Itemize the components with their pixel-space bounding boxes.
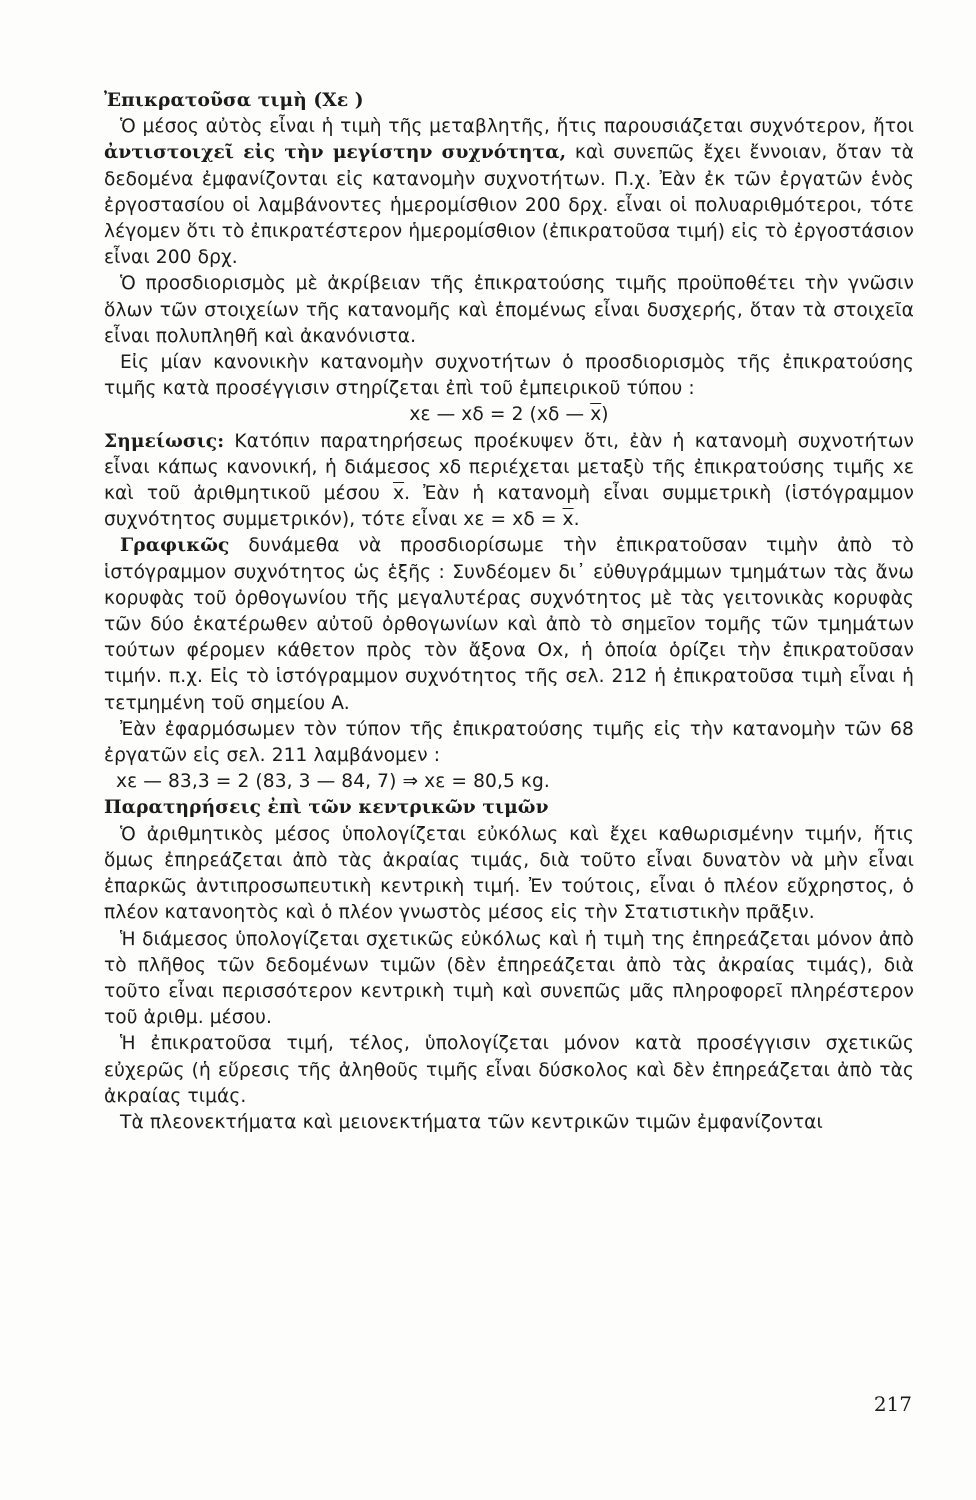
paragraph-apply-formula: Ἐὰν ἐφαρμόσωμεν τὸν τύπον τῆς ἐπικρατούσης τιμῆς εἰς τὴν κατανομὴν τῶν 68 ἐργατῶν εἰς σελ. 211 λαμβάνομεν :	[104, 718, 914, 767]
note-label: Σημείωσις:	[104, 430, 225, 452]
paragraph-note	[104, 429, 914, 534]
text-span: Ὁ μέσος αὐτὸς εἶναι ἡ τιμὴ τῆς μεταβλητῆς, ἥτις παρουσιάζεται συχνότερον, ἤτοι	[120, 116, 914, 138]
mean-symbol: $\overline{x}$	[393, 483, 405, 505]
paragraph-advantages: Τὰ πλεονεκτήματα καὶ μειονεκτήματα τῶν κεντρικῶν τιμῶν ἐμφανίζονται	[120, 1111, 823, 1133]
text-span: καὶ συνεπῶς ἔχει ἔννοιαν, ὅταν τὰ δεδομένα ἐμφανίζονται εἰς κατανομὴν συχνοτήτων. Π.χ. Ἐὰν ἐκ τῶν ἐργατῶν ἑνὸς ἐργοστασίου οἱ λαμβάνοντες ἡμερομίσθιον 200 δρχ. εἶναι οἱ πολυαριθμότεροι, τότε λέγομεν ὅτι τὸ ἐπικρατέστερον ἡμερομίσθιον (ἐπικρατοῦσα τιμή) εἰς τὸ ἐργοστάσιον εἶναι 200 δρχ.	[104, 142, 914, 269]
bold-phrase: ἀντιστοιχεῖ εἰς τὴν μεγίστην συχνότητα,	[104, 142, 567, 164]
page-text	[104, 88, 914, 1136]
paragraph-graphical	[104, 533, 914, 716]
section-heading-mode: Ἐπικρατοῦσα τιμὴ (Xε )	[104, 90, 364, 111]
text-span: Κατόπιν παρατηρήσεως προέκυψεν ὅτι, ἐὰν ἡ κατανομὴ συχνοτήτων εἶναι κάπως κανονική, ἡ διάμεσος xδ περιέχεται μεταξὺ τῆς ἐπικρατούσης τιμῆς xε καὶ τοῦ ἀριθμητικοῦ μέσου	[104, 430, 914, 505]
formula-left: xε — xδ = 2 (xδ —	[409, 404, 591, 426]
graph-label: Γραφικῶς	[120, 535, 230, 557]
text-span: .	[573, 509, 580, 531]
paragraph-median: Ἡ διάμεσος ὑπολογίζεται σχετικῶς εὐκόλως καὶ ἡ τιμὴ της ἐπηρεάζεται μόνον ἀπὸ τὸ πλῆθος τῶν δεδομένων τιμῶν (δὲν ἐπηρεάζεται ἀπὸ τὰς ἀκραίας τιμάς), διὰ τοῦτο εἶναι περισσότερον κεντρικὴ τιμὴ καὶ συνεπῶς μᾶς πληροφορεῖ πληρέστερον τοῦ ἀριθμ. μέσου.	[104, 928, 914, 1029]
formula-right: )	[601, 404, 609, 426]
paragraph-arithmetic-mean: Ὁ ἀριθμητικὸς μέσος ὑπολογίζεται εὐκόλως καὶ ἔχει καθωρισμένην τιμήν, ἥτις ὅμως ἐπηρεάζεται ἀπὸ τὰς ἀκραίας τιμάς, διὰ τοῦτο εἶναι δυνατὸν νὰ μὴν εἶναι ἐπαρκῶς ἀντιπροσωπευτικὴ κεντρικὴ τιμή. Ἐν τούτοις, εἶναι ὁ πλέον εὔχρηστος, ὁ πλέον κατανοητὸς καὶ ὁ πλέον γνωστὸς μέσος εἰς τὴν Στατιστικὴν πρᾶξιν.	[104, 823, 914, 924]
formula-empirical	[104, 402, 914, 428]
section-heading-remarks: Παρατηρήσεις ἐπὶ τῶν κεντρικῶν τιμῶν	[104, 797, 549, 819]
text-span: . Ἐὰν ἡ κατανομὴ εἶναι συμμετρικὴ (ἱστόγραμμον συχνότητος συμμετρικόν), τότε εἶναι xε = xδ =	[104, 483, 915, 531]
formula-applied: xε — 83,3 = 2 (83, 3 — 84, 7) ⇒ xε = 80,5 κg.	[116, 771, 550, 793]
paragraph-mode-precision: Ὁ προσδιορισμὸς μὲ ἀκρίβειαν τῆς ἐπικρατούσης τιμῆς προϋποθέτει τὴν γνῶσιν ὅλων τῶν στοιχείων τῆς κατανομῆς καὶ ἑπομένως εἶναι δυσχερής, ὅταν τὰ στοιχεῖα εἶναι πολυπληθῆ καὶ ἀκανόνιστα.	[104, 273, 914, 347]
text-span: δυνάμεθα νὰ προσδιορίσωμε τὴν ἐπικρατοῦσαν τιμὴν ἀπὸ τὸ ἱστόγραμμον συχνότητος ὡς ἑξῆς : Συνδέομεν δι᾽ εὐθυγράμμων τμημάτων τὰς ἄνω κορυφὰς τοῦ ὀρθογωνίου τῆς μεγαλυτέρας συχνότητος μὲ τὰς γειτονικὰς κορυφὰς τῶν δύο ἑκατέρωθεν αὐτοῦ ὀρθογωνίων καὶ ἀπὸ τὸ σημεῖον τομῆς τῶν τμημάτων τούτων φέρομεν κάθετον πρὸς τὸν ἄξονα Ox, ἡ ὁποία ὁρίζει τὴν ἐπικρατοῦσαν τιμήν. π.χ. Εἰς τὸ ἱστόγραμμον συχνότητος τῆς σελ. 212 ἡ ἐπικρατοῦσα τιμὴ εἶναι ἡ τετμημένη τοῦ σημείου A.	[104, 535, 914, 714]
mean-symbol: $\overline{x}$	[590, 404, 602, 426]
paragraph-empirical-formula: Εἰς μίαν κανονικὴν κατανομὴν συχνοτήτων ὁ προσδιορισμὸς τῆς ἐπικρατούσης τιμῆς κατὰ προσέγγισιν στηρίζεται ἐπὶ τοῦ ἐμπειρικοῦ τύπου :	[104, 352, 914, 400]
paragraph-mode-definition	[104, 114, 914, 271]
mean-symbol: $\overline{x}$	[562, 509, 574, 531]
paragraph-mode-remark: Ἡ ἐπικρατοῦσα τιμή, τέλος, ὑπολογίζεται μόνον κατὰ προσέγγισιν σχετικῶς εὐχερῶς (ἡ εὕρεσις τῆς ἀληθοῦς τιμῆς εἶναι δύσκολος καὶ δὲν ἐπηρεάζεται ἀπὸ τὰς ἀκραίας τιμάς.	[104, 1033, 914, 1107]
page-number: 217	[873, 1392, 912, 1416]
